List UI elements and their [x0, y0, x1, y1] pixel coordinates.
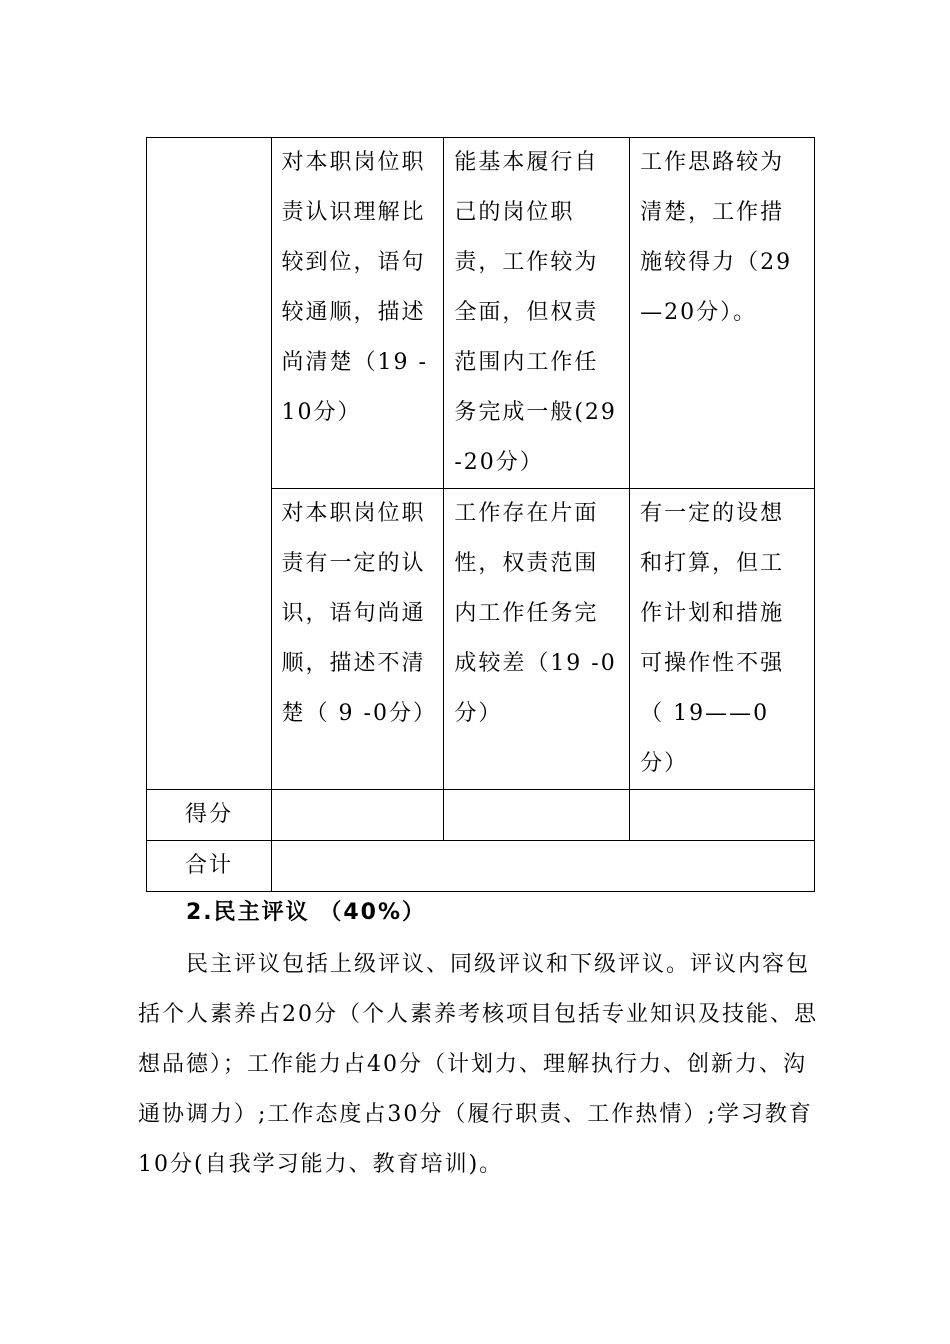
score-row [147, 790, 815, 841]
table-cell [630, 489, 815, 790]
table-cell [271, 489, 444, 790]
cell-text: 工作存在片面性，权责范围内工作任务完成较差（19 -0分） [454, 501, 617, 726]
table-cell [444, 489, 630, 790]
evaluation-table [146, 137, 815, 892]
score-label-cell [147, 790, 272, 841]
section-body-paragraph: 民主评议包括上级评议、同级评议和下级评议。评议内容包括个人素养占20分（个人素养考核项目包括专业知识及技能、思想品德）；工作能力占40分（计划力、理解执行力、创新力、沟通协调力）;工作态度占30分（履行职责、工作热情）;学习教育10分(自我学习能力、教育培训)。 [138, 952, 818, 1177]
table-cell [271, 138, 444, 489]
cell-text: 对本职岗位职责有一定的认识，语句尚通顺，描述不清楚（ 9 -0分） [281, 501, 437, 726]
cell-text: 有一定的设想和打算，但工作计划和措施可操作性不强（ 19——0分） [640, 501, 785, 776]
total-label: 合计 [185, 853, 234, 878]
table-cell [630, 138, 815, 489]
section-heading: 2.民主评议 （40%） [186, 900, 426, 925]
table-row [147, 138, 815, 489]
cell-text: 能基本履行自己的岗位职责，工作较为全面，但权责范围内工作任务完成一般(29 -20分） [454, 150, 617, 475]
score-label: 得分 [185, 802, 234, 827]
total-value-cell [271, 841, 814, 892]
total-row [147, 841, 815, 892]
score-cell [630, 790, 815, 841]
table-cell [444, 138, 630, 489]
criteria-label-cell [147, 138, 272, 790]
cell-text: 对本职岗位职责认识理解比较到位，语句较通顺，描述尚清楚（19 -10分） [281, 150, 428, 425]
score-cell [271, 790, 444, 841]
cell-text: 工作思路较为清楚，工作措施较得力（29—20分）。 [640, 150, 793, 325]
total-label-cell [147, 841, 272, 892]
score-cell [444, 790, 630, 841]
